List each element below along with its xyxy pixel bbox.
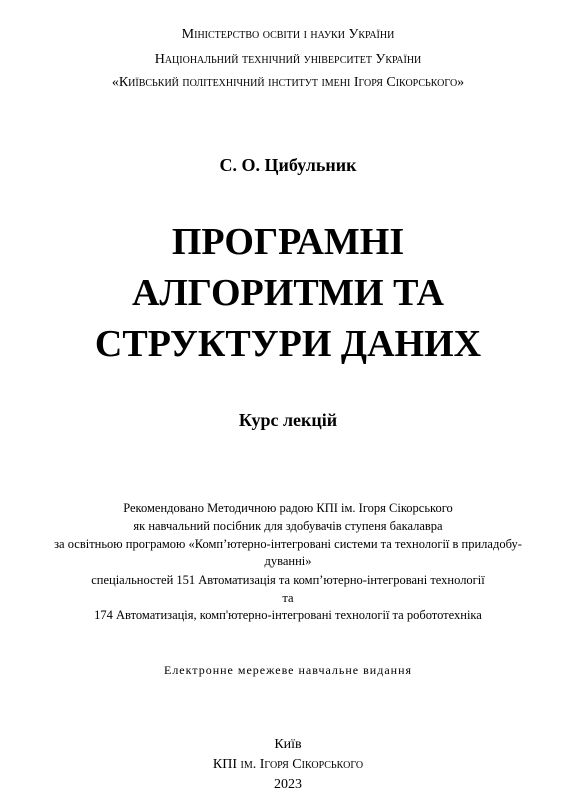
title-line-3: СТРУКТУРИ ДАНИХ [94, 323, 482, 365]
publisher-name: КПІ ім. Ігоря Сікорського [212, 757, 364, 772]
recommendation-line-2: як навчальний посібник для здобувачів ступеня бакалавра [133, 519, 443, 533]
recommendation-line-7: 174 Автоматизація, комп'ютерно-інтегровані технології та робототехніка [94, 608, 482, 622]
title-line-1: ПРОГРАМНІ [171, 221, 405, 263]
institute-name: «Київський політехнічний інститут імені Ігоря Сікорського» [111, 75, 465, 90]
university-name: Національний технічний університет України [154, 52, 422, 67]
recommendation-line-1: Рекомендовано Методичною радою КПІ ім. Ігоря Сікорського [123, 501, 453, 515]
recommendation-line-5: спеціальностей 151 Автоматизація та комп’ютерно-інтегровані технології [91, 573, 485, 587]
recommendation-line-6: та [282, 591, 294, 605]
recommendation-line-4: дуванні» [264, 554, 312, 568]
ministry-name: Міністерство освіти і науки України [181, 27, 395, 42]
edition-type: Електронне мережеве навчальне видання [163, 663, 413, 677]
publication-year: 2023 [274, 777, 302, 792]
recommendation-line-3: за освітньою програмою «Комп’ютерно-інтегровані системи та технології в приладобу- [54, 537, 522, 551]
publication-city: Київ [274, 737, 302, 752]
author-name: С. О. Цибульник [219, 155, 357, 175]
title-line-2: АЛГОРИТМИ ТА [132, 272, 444, 314]
subtitle: Курс лекцій [238, 410, 338, 430]
